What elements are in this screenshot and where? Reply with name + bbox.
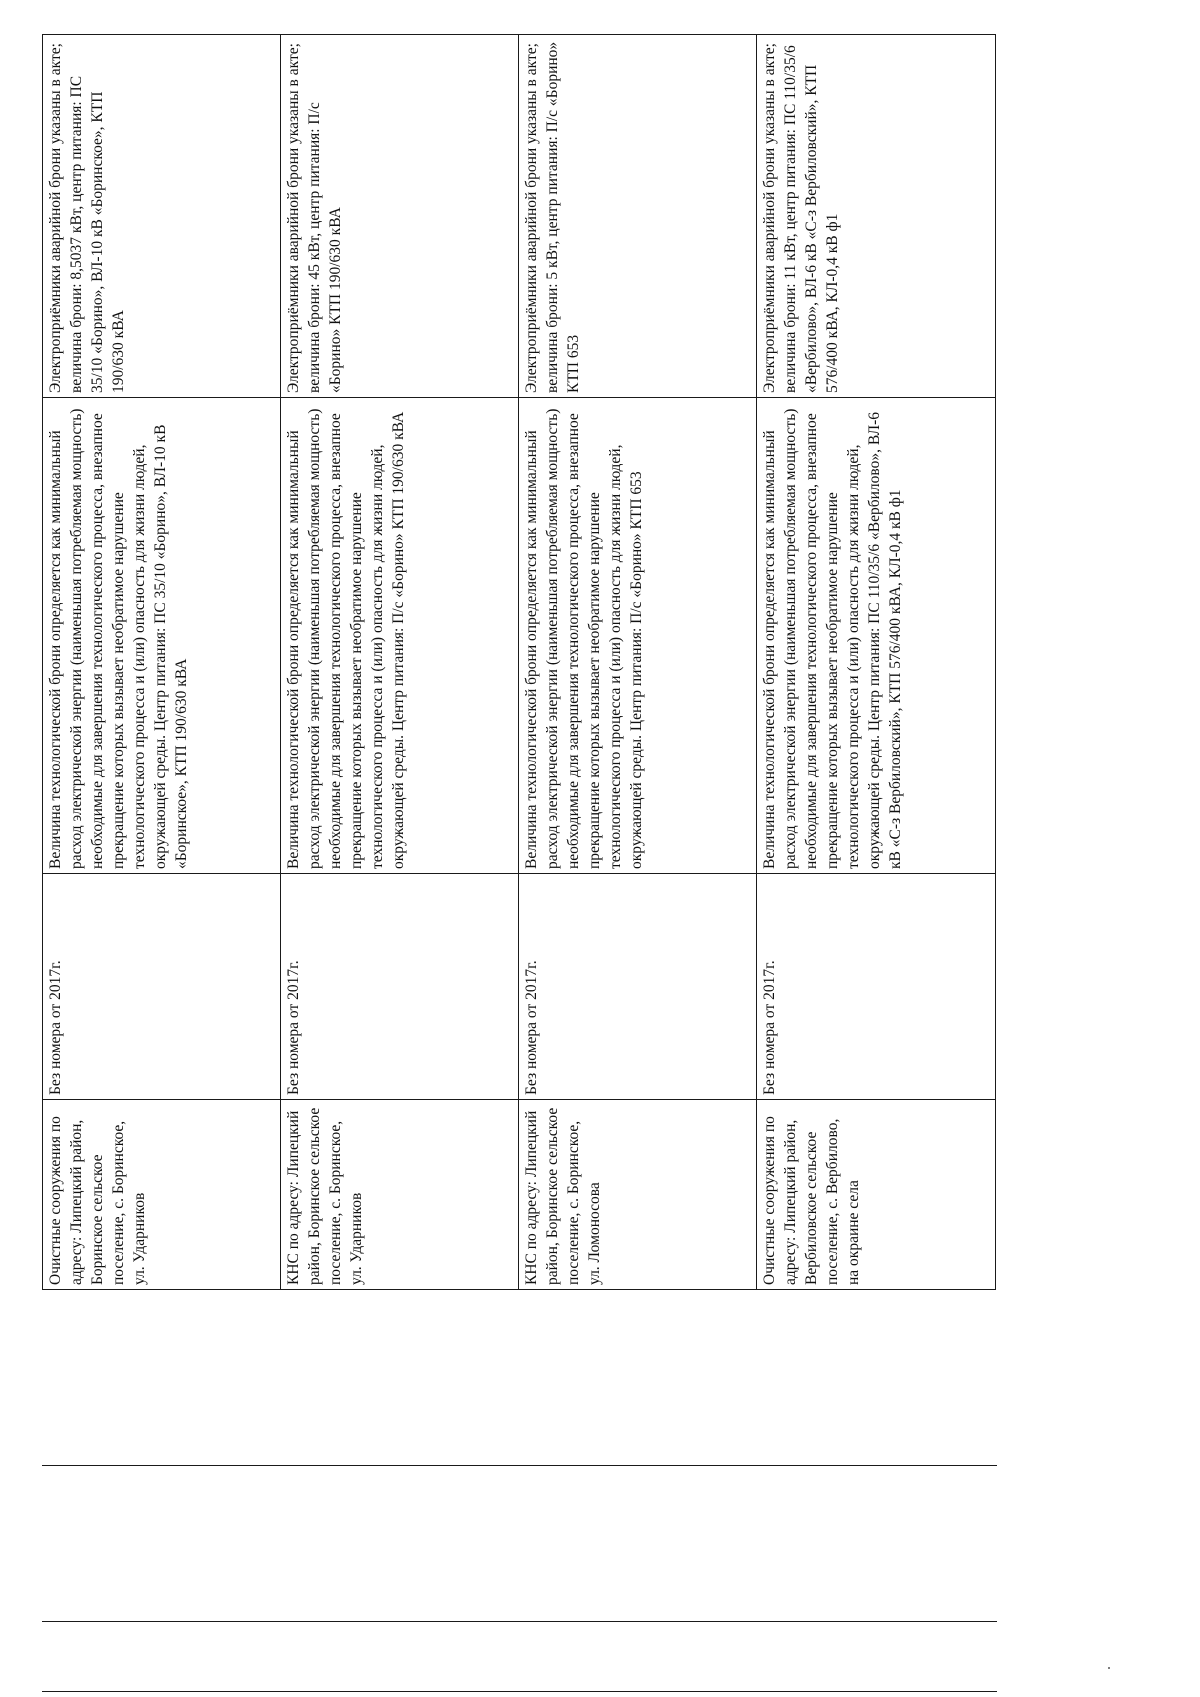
signature-line: [42, 1691, 997, 1692]
technological-reserve-cell: Величина технологической брони определяется как минимальный расход электрической энергии (наименьшая потребляемая мощность) необходимые для завершения технологического процесса, внезапное прекращение которых вызывает необратимое нарушение технологического процесса и (или) опасность для жизни людей, окружающей среды. Центр питания: П/с «Борино» КТП 190/630 кВА: [281, 398, 519, 874]
act-number-cell: Без номера от 2017г.: [43, 874, 281, 1100]
emergency-reserve-cell: Электроприёмники аварийной брони указаны в акте; величина брони: 11 кВт, центр питания: ПС 110/35/6 «Вербилово», ВЛ-6 кВ «С-з Вербиловский», КТП 576/400 кВА, КЛ-0,4 кВ ф1: [757, 35, 996, 398]
technological-reserve-cell: Величина технологической брони определяется как минимальный расход электрической энергии (наименьшая потребляемая мощность) необходимые для завершения технологического процесса, внезапное прекращение которых вызывает необратимое нарушение технологического процесса и (или) опасность для жизни людей, окружающей среды. Центр питания: П/с «Борино» КТП 653: [519, 398, 757, 874]
object-address-cell: Очистные сооружения по адресу: Липецкий район, Вербиловское сельское поселение, с. Вербилово, на окраине села: [757, 1100, 996, 1290]
object-address-cell: КНС по адресу: Липецкий район, Боринское сельское поселение, с. Боринское, ул. Ломоносова: [519, 1100, 757, 1290]
act-number-cell: Без номера от 2017г.: [519, 874, 757, 1100]
scan-speck: [1108, 1667, 1110, 1669]
object-address-cell: КНС по адресу: Липецкий район, Боринское сельское поселение, с. Боринское, ул. Ударников: [281, 1100, 519, 1290]
emergency-reserve-table: [42, 34, 996, 1290]
signature-line: [42, 1621, 997, 1622]
signature-line: [42, 1465, 997, 1466]
emergency-reserve-cell: Электроприёмники аварийной брони указаны в акте; величина брони: 45 кВт, центр питания: П/с «Борино» КТП 190/630 кВА: [281, 35, 519, 398]
act-number-cell: Без номера от 2017г.: [281, 874, 519, 1100]
table-row: [519, 35, 757, 1290]
act-number-cell: Без номера от 2017г.: [757, 874, 996, 1100]
emergency-reserve-cell: Электроприёмники аварийной брони указаны в акте; величина брони: 5 кВт, центр питания: П/с «Борино» КТП 653: [519, 35, 757, 398]
table-row: [757, 35, 996, 1290]
emergency-reserve-cell: Электроприёмники аварийной брони указаны в акте; величина брони: 8,5037 кВт, центр питания: ПС 35/10 «Борино», ВЛ-10 кВ «Боринское», КТП 190/630 кВА: [43, 35, 281, 398]
rotated-table-container: [42, 35, 995, 1290]
table-row: [43, 35, 281, 1290]
object-address-cell: Очистные сооружения по адресу: Липецкий район, Боринское сельское поселение, с. Боринское, ул. Ударников: [43, 1100, 281, 1290]
technological-reserve-cell: Величина технологической брони определяется как минимальный расход электрической энергии (наименьшая потребляемая мощность) необходимые для завершения технологического процесса, внезапное прекращение которых вызывает необратимое нарушение технологического процесса и (или) опасность для жизни людей, окружающей среды. Центр питания: ПС 35/10 «Борино», ВЛ-10 кВ «Боринское», КТП 190/630 кВА: [43, 398, 281, 874]
technological-reserve-cell: Величина технологической брони определяется как минимальный расход электрической энергии (наименьшая потребляемая мощность) необходимые для завершения технологического процесса, внезапное прекращение которых вызывает необратимое нарушение технологического процесса и (или) опасность для жизни людей, окружающей среды. Центр питания: ПС 110/35/6 «Вербилово», ВЛ-6 кВ «С-з Вербиловский», КТП 576/400 кВА, КЛ-0,4 кВ ф1: [757, 398, 996, 874]
table-row: [281, 35, 519, 1290]
